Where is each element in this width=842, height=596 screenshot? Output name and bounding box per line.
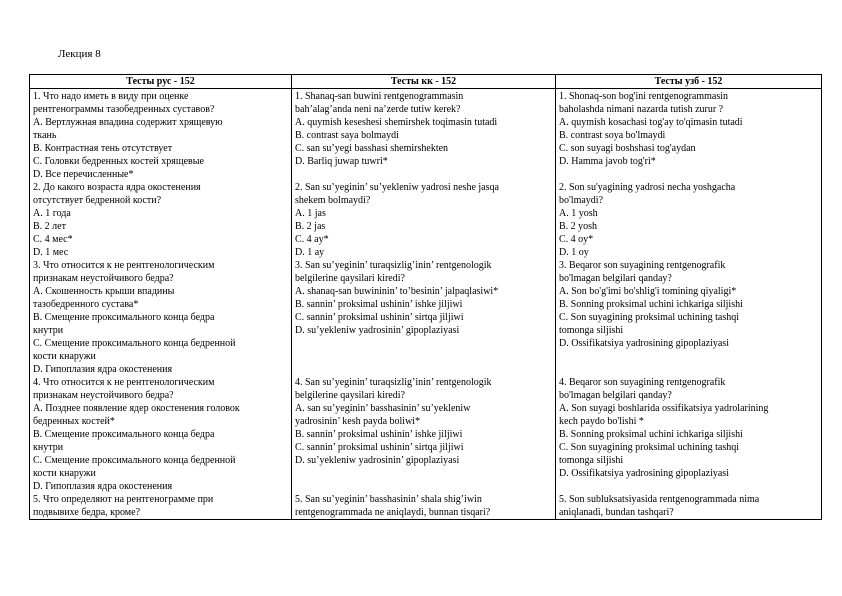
text-line: A. 1 jas <box>295 208 326 219</box>
text-line: А. Вертлужная впадина содержит хрящевую <box>33 117 223 128</box>
text-line: C. san su’yegi basshasi shemirshekten <box>295 143 449 154</box>
text-line <box>295 350 552 363</box>
text-line: В. Смещение проксимального конца бедра <box>33 429 215 440</box>
text-line <box>295 363 552 376</box>
text-line: С. 4 мес* <box>33 234 73 245</box>
text-line: shekem bolmaydi? <box>295 195 371 206</box>
text-line: A. shanaq-san buwininin’ to’besinin’ jalpaqlasiwi* <box>295 286 499 297</box>
text-line: B. 2 yosh <box>559 221 598 232</box>
text-line: belgilerine qaysilari kiredi? <box>295 390 405 401</box>
text-line: B. Sonning proksimal uchini ichkariga siljishi <box>559 429 743 440</box>
text-line: признакам неустойчивого бедра? <box>33 390 174 401</box>
text-line: D. Barliq juwap tuwri* <box>295 156 388 167</box>
text-line: A. san su’yeginin’ basshasinin’ su’yekleniw <box>295 403 471 414</box>
text-line: A. Son suyagi boshlarida ossifikatsiya yadrolarining <box>559 403 769 414</box>
text-line: D. 1 oy <box>559 247 589 258</box>
text-line: D. Ossifikatsiya yadrosining gipoplaziyasi <box>559 468 729 479</box>
text-line: С. Головки бедренных костей хрящевые <box>33 156 204 167</box>
text-line: tomonga siljishi <box>559 325 624 336</box>
text-line: 5. Что определяют на рентгенограмме при <box>33 494 214 505</box>
text-line: rentgenogrammada ne aniqlaydi, bunnan tisqari? <box>295 507 491 518</box>
text-line: B. Sonning proksimal uchini ichkariga siljishi <box>559 299 743 310</box>
text-line: C. 4 oy* <box>559 234 594 245</box>
text-line: кнутри <box>33 325 64 336</box>
text-line: бедренных костей* <box>33 416 115 427</box>
text-line: В. 2 лет <box>33 221 66 232</box>
text-line: bo'lmaydi? <box>559 195 604 206</box>
table-header-row <box>30 75 822 89</box>
text-line: D. Ossifikatsiya yadrosining gipoplaziyasi <box>559 338 729 349</box>
text-line: В. Контрастная тень отсутствует <box>33 143 173 154</box>
text-line: 4. Beqaror son suyagining rentgenografik <box>559 377 726 388</box>
text-line: aniqlanadi, bundan tashqari? <box>559 507 674 518</box>
text-line: D. 1 мес <box>33 247 69 258</box>
text-line: B. contrast soya bo'lmaydi <box>559 130 666 141</box>
text-line: А. Позднее появление ядер окостенения головок <box>33 403 240 414</box>
text-line: А. 1 года <box>33 208 71 219</box>
text-line <box>295 337 552 350</box>
text-line: C. 4 ay* <box>295 234 329 245</box>
text-line: C. Son suyagining proksimal uchining tashqi <box>559 312 739 323</box>
text-line: 3. San su’yeginin’ turaqsizlig’inin’ rentgenologik <box>295 260 492 271</box>
text-line: bo'lmagan belgilari qanday? <box>559 273 672 284</box>
text-line: bo'lmagan belgilari qanday? <box>559 390 672 401</box>
header-uzb: Тесты узб - 152 <box>556 75 822 89</box>
text-line: baholashda nimani nazarda tutish zurur ? <box>559 104 724 115</box>
text-line: B. sannin’ proksimal ushinin’ ishke jiljiwi <box>295 429 463 440</box>
text-line: ткань <box>33 130 57 141</box>
text-line <box>295 168 552 181</box>
text-line: А. Скошенность крыши впадины <box>33 286 175 297</box>
tests-table <box>29 74 822 520</box>
text-line: B. contrast saya bolmaydi <box>295 130 399 141</box>
text-line: kech paydo bo'lishi * <box>559 416 644 427</box>
text-line: отсутствует бедренной кости? <box>33 195 162 206</box>
text-line: D. Все перечисленные* <box>33 169 134 180</box>
text-line: 2. San su’yeginin’ su’yekleniw yadrosi neshe jasqa <box>295 182 499 193</box>
text-line <box>559 363 818 376</box>
lecture-title: Лекция 8 <box>58 48 101 60</box>
text-line: B. sannin’ proksimal ushinin’ ishke jiljiwi <box>295 299 463 310</box>
text-line: C. son suyagi boshshasi tog'aydan <box>559 143 696 154</box>
text-line <box>295 480 552 493</box>
text-line: D. Hamma javob tog'ri* <box>559 156 656 167</box>
text-line: 5. San su’yeginin’ basshasinin’ shala shig’iwin <box>295 494 482 505</box>
text-line: кости кнаружи <box>33 468 96 479</box>
text-line: belgilerine qaysilari kiredi? <box>295 273 405 284</box>
text-line: 3. Что относится к не рентгенологическим <box>33 260 215 271</box>
text-line: D. su’yekleniw yadrosinin’ gipoplaziyasi <box>295 455 460 466</box>
table-body-row <box>30 89 822 520</box>
text-line: С. Смещение проксимального конца бедренной <box>33 338 236 349</box>
text-line: 2. До какого возраста ядра окостенения <box>33 182 201 193</box>
text-line: 1. Что надо иметь в виду при оценке <box>33 91 189 102</box>
text-line: C. Son suyagining proksimal uchining tashqi <box>559 442 739 453</box>
col-uzb <box>556 89 822 520</box>
header-rus: Тесты рус - 152 <box>30 75 292 89</box>
text-line: 1. Shonaq-son bog'ini rentgenogrammasin <box>559 91 728 102</box>
text-line: 3. Beqaror son suyagining rentgenografik <box>559 260 726 271</box>
text-line <box>559 350 818 363</box>
text-line: A. quymish kosachasi tog'ay to'qimasin tutadi <box>559 117 743 128</box>
text-line: A. 1 yosh <box>559 208 598 219</box>
text-line: С. Смещение проксимального конца бедренной <box>33 455 236 466</box>
text-line: 4. San su’yeginin’ turaqsizlig’inin’ rentgenologik <box>295 377 492 388</box>
header-kk: Тесты кк - 152 <box>292 75 556 89</box>
text-line: кости кнаружи <box>33 351 96 362</box>
text-line: A. quymish keseshesi shemirshek toqimasin tutadi <box>295 117 498 128</box>
text-line: 2. Son su'yagining yadrosi necha yoshgacha <box>559 182 736 193</box>
text-line: кнутри <box>33 442 64 453</box>
text-line: 5. Son subluksatsiyasida rentgenogrammada nima <box>559 494 760 505</box>
text-line: D. Гипоплазия ядра окостенения <box>33 364 173 375</box>
text-line: D. su’yekleniw yadrosinin’ gipoplaziyasi <box>295 325 460 336</box>
text-line: 4. Что относится к не рентгенологическим <box>33 377 215 388</box>
text-line: yadrosinin’ kesh payda boliwi* <box>295 416 421 427</box>
col-rus <box>30 89 292 520</box>
text-line: тазобедренного сустава* <box>33 299 139 310</box>
text-line: C. sannin’ proksimal ushinin’ sirtqa jiljiwi <box>295 442 464 453</box>
text-line: B. 2 jas <box>295 221 326 232</box>
text-line: bah’alag’anda neni na’zerde tutiw kerek? <box>295 104 461 115</box>
text-line: признакам неустойчивого бедра? <box>33 273 174 284</box>
text-line: 1. Shanaq-san buwini rentgenogrammasin <box>295 91 464 102</box>
text-line: рентгенограммы тазобедренных суставов? <box>33 104 215 115</box>
text-line <box>295 467 552 480</box>
col-kk <box>292 89 556 520</box>
text-line: tomonga siljishi <box>559 455 624 466</box>
text-line: D. 1 ay <box>295 247 325 258</box>
text-line: подвывихе бедра, кроме? <box>33 507 141 518</box>
text-line: D. Гипоплазия ядра окостенения <box>33 481 173 492</box>
text-line: A. Son bo'g'imi bo'shlig'i tomining qiyaligi* <box>559 286 737 297</box>
text-line <box>559 168 818 181</box>
text-line: C. sannin’ proksimal ushinin’ sirtqa jiljiwi <box>295 312 464 323</box>
text-line <box>559 480 818 493</box>
text-line: В. Смещение проксимального конца бедра <box>33 312 215 323</box>
